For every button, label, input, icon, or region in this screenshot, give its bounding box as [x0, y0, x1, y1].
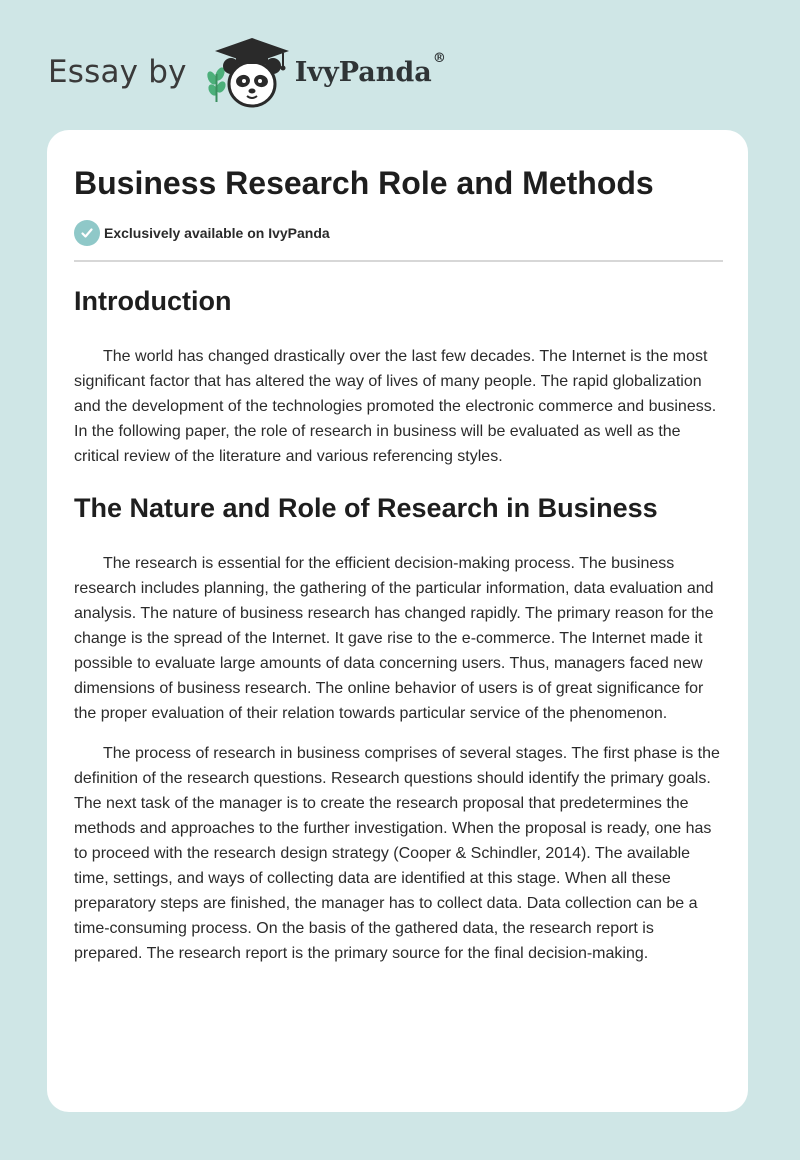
registered-mark: ® — [432, 50, 446, 66]
exclusive-badge-text: Exclusively available on IvyPanda — [104, 225, 330, 241]
check-circle-icon — [74, 220, 100, 246]
paragraph: The process of research in business comprises of several stages. The first phase is the definition of the research questions. Research questions should identify the primary goals. The next task of the manager is to create the research proposal that predetermines the methods and approaches to the further investigation. When the proposal is ready, one has to proceed with the research design strategy (Cooper & Schindler, 2014). The available time, settings, and ways of collecting data are identified at this stage. When all these preparatory steps are finished, the manager has to collect data. Data collection can be a time-consuming process. On the basis of the gathered data, the research report is prepared. The research report is the primary source for the final decision-making. — [74, 745, 720, 962]
brand-name-text: IvyPanda — [294, 56, 432, 88]
section-heading-nature-and-role: The Nature and Role of Research in Business — [74, 493, 658, 523]
essay-card — [47, 130, 748, 1112]
brand-header[interactable] — [48, 34, 446, 110]
brand-prefix: Essay by — [48, 54, 187, 90]
brand-name — [294, 50, 446, 88]
exclusive-badge — [74, 220, 722, 246]
title-divider — [74, 260, 723, 262]
panda-logo-icon — [203, 34, 293, 110]
paragraph: The research is essential for the efficient decision-making process. The business research includes planning, the gathering of the particular information, data evaluation and analysis. The nature of business research has changed rapidly. The primary reason for the change is the spread of the Internet. It gave rise to the e-commerce. The Internet made it possible to evaluate large amounts of data concerning users. Thus, managers faced new dimensions of business research. The online behavior of users is of great significance for the proper evaluation of their relation towards particular service of the phenomenon. — [74, 555, 714, 722]
section-heading-introduction: Introduction — [74, 286, 232, 316]
essay-title: Business Research Role and Methods — [74, 165, 654, 201]
paragraph: The world has changed drastically over the last few decades. The Internet is the most significant factor that has altered the way of lives of many people. The rapid globalization and the development of the technologies promoted the electronic commerce and business. In the following paper, the role of research in business will be evaluated as well as the critical review of the literature and various referencing styles. — [74, 348, 717, 465]
